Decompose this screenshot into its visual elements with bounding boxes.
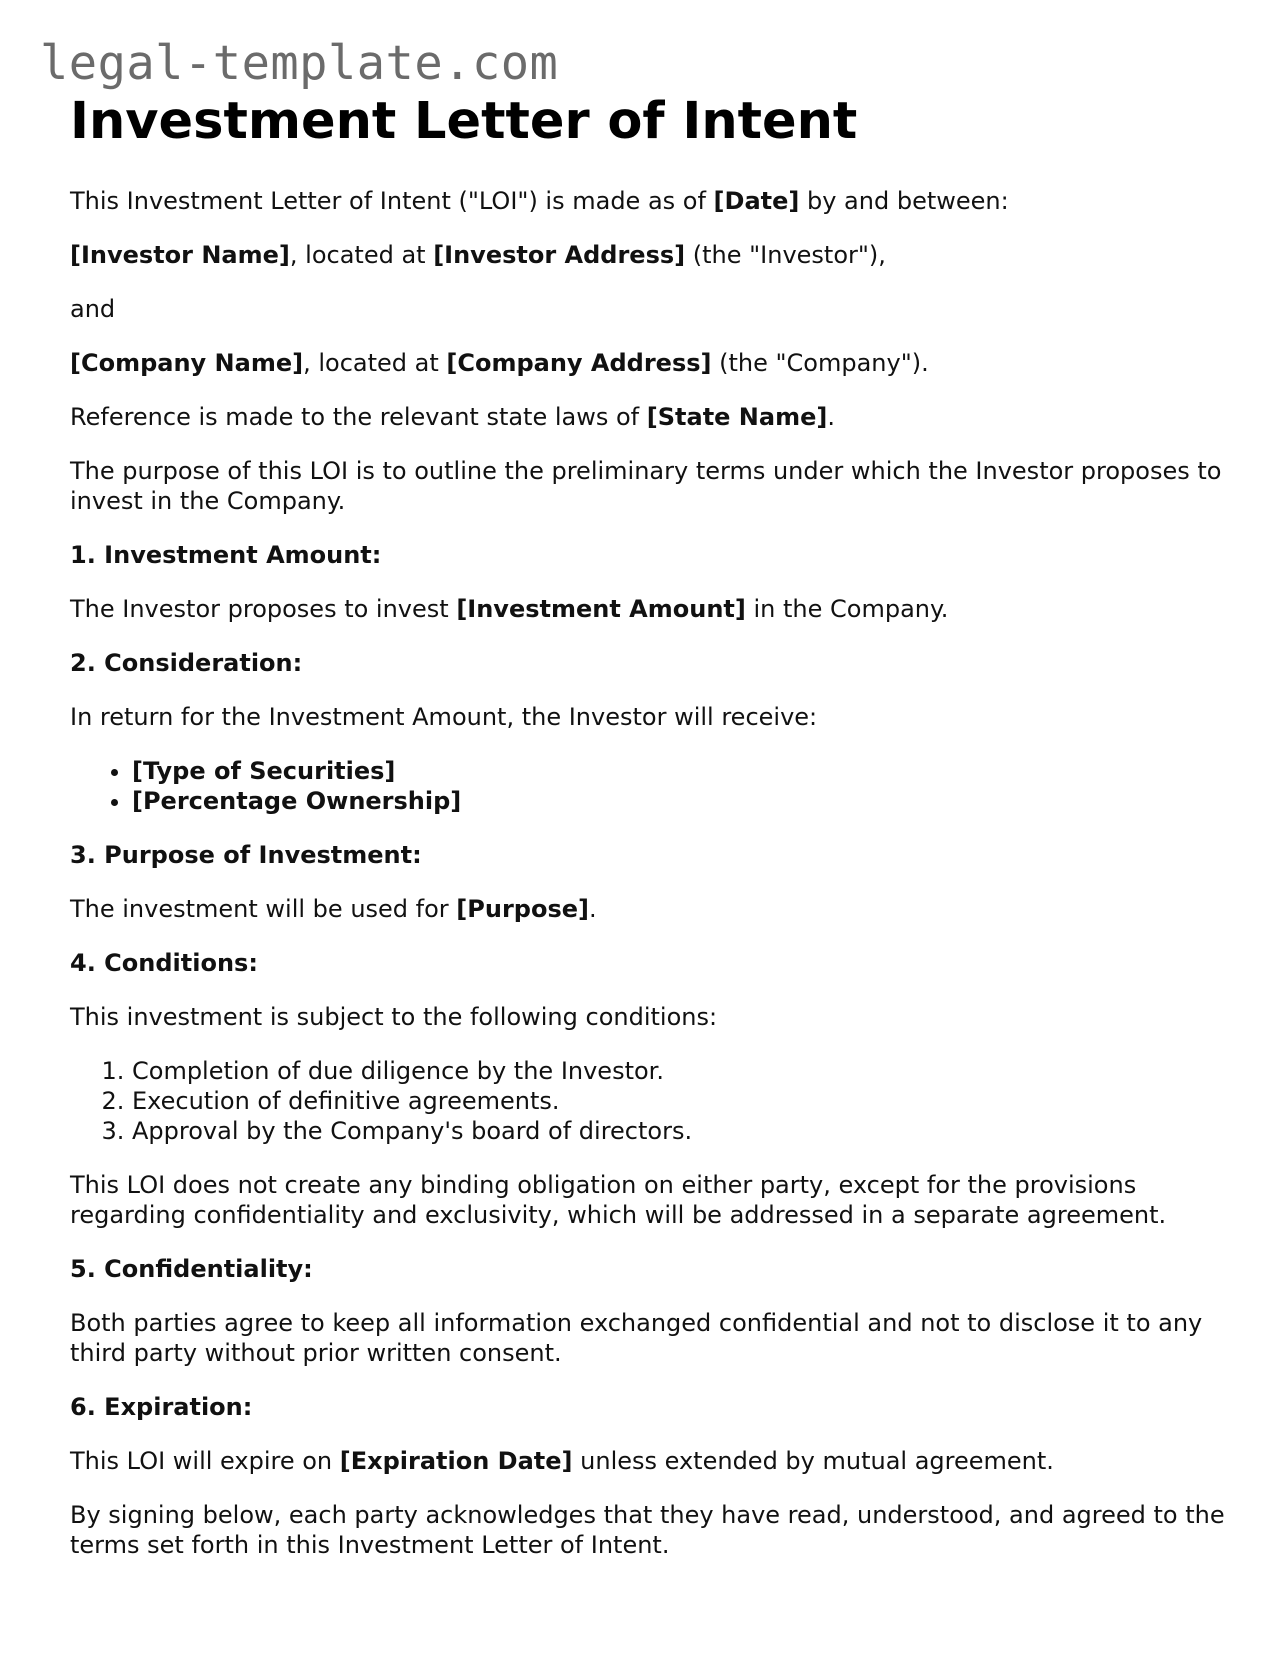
investor-name-placeholder: [Investor Name] bbox=[70, 241, 290, 269]
investor-address-placeholder: [Investor Address] bbox=[433, 241, 686, 269]
investment-amount-text-end: in the Company. bbox=[745, 595, 949, 623]
section-heading-investment-amount: 1. Investment Amount: bbox=[70, 541, 382, 569]
closing-paragraph: By signing below, each party acknowledges that they have read, understood, and agreed to the terms set forth in this Investment Letter of Intent. bbox=[70, 1501, 1225, 1559]
section-heading-purpose: 3. Purpose of Investment: bbox=[70, 841, 422, 869]
type-of-securities-placeholder: [Type of Securities] bbox=[132, 757, 396, 785]
purpose-placeholder: [Purpose] bbox=[456, 895, 589, 923]
document-title: Investment Letter of Intent bbox=[70, 92, 858, 151]
investment-amount-text: The Investor proposes to invest bbox=[70, 595, 457, 623]
section-heading-consideration: 2. Consideration: bbox=[70, 649, 303, 677]
consideration-list bbox=[70, 756, 1230, 816]
investor-text: , located at bbox=[289, 241, 434, 269]
reference-text-end: . bbox=[827, 403, 835, 431]
investment-amount-placeholder: [Investment Amount] bbox=[456, 595, 746, 623]
expiration-text-end: unless extended by mutual agreement. bbox=[572, 1447, 1054, 1475]
list-item: 3. Approval by the Company's board of directors. bbox=[132, 1116, 1230, 1146]
company-paragraph bbox=[70, 348, 1230, 378]
company-address-placeholder: [Company Address] bbox=[446, 349, 712, 377]
section-heading-confidentiality: 5. Confidentiality: bbox=[70, 1255, 313, 1283]
conditions-paragraph: This investment is subject to the following conditions: bbox=[70, 1003, 718, 1031]
and-paragraph: and bbox=[70, 295, 116, 323]
list-item bbox=[132, 756, 1230, 786]
investor-text-end: (the "Investor"), bbox=[685, 241, 886, 269]
purpose-text: The investment will be used for bbox=[70, 895, 457, 923]
reference-paragraph bbox=[70, 402, 1230, 432]
company-text-end: (the "Company"). bbox=[711, 349, 929, 377]
date-placeholder: [Date] bbox=[713, 187, 800, 215]
conditions-list bbox=[70, 1056, 1230, 1146]
investment-amount-paragraph bbox=[70, 594, 1230, 624]
document-body bbox=[70, 86, 1230, 1560]
intro-paragraph bbox=[70, 186, 1230, 216]
watermark: legal-template.com bbox=[40, 36, 559, 91]
consideration-paragraph: In return for the Investment Amount, the Investor will receive: bbox=[70, 703, 818, 731]
investor-paragraph bbox=[70, 240, 1230, 270]
purpose-paragraph bbox=[70, 894, 1230, 924]
list-item: 2. Execution of definitive agreements. bbox=[132, 1086, 1230, 1116]
expiration-paragraph bbox=[70, 1446, 1230, 1476]
purpose-text-end: . bbox=[588, 895, 597, 923]
list-item: 1. Completion of due diligence by the Investor. bbox=[132, 1056, 1230, 1086]
company-text: , located at bbox=[303, 349, 447, 377]
list-item bbox=[132, 786, 1230, 816]
reference-text: Reference is made to the relevant state laws of bbox=[70, 403, 647, 431]
state-name-placeholder: [State Name] bbox=[646, 403, 828, 431]
intro-text-end: by and between: bbox=[799, 187, 1009, 215]
non-binding-paragraph: This LOI does not create any binding obligation on either party, except for the provisions regarding confidentiality and exclusivity, which will be addressed in a separate agreement. bbox=[70, 1171, 1167, 1229]
expiration-date-placeholder: [Expiration Date] bbox=[339, 1447, 573, 1475]
confidentiality-paragraph: Both parties agree to keep all information exchanged confidential and not to disclose it to any third party without prior written consent. bbox=[70, 1309, 1203, 1367]
section-heading-conditions: 4. Conditions: bbox=[70, 949, 258, 977]
expiration-text: This LOI will expire on bbox=[70, 1447, 340, 1475]
company-name-placeholder: [Company Name] bbox=[70, 349, 304, 377]
purpose-statement: The purpose of this LOI is to outline the preliminary terms under which the Investor proposes to invest in the Company. bbox=[70, 457, 1222, 515]
section-heading-expiration: 6. Expiration: bbox=[70, 1393, 253, 1421]
percentage-ownership-placeholder: [Percentage Ownership] bbox=[132, 787, 462, 815]
intro-text: This Investment Letter of Intent ("LOI") is made as of bbox=[70, 187, 714, 215]
